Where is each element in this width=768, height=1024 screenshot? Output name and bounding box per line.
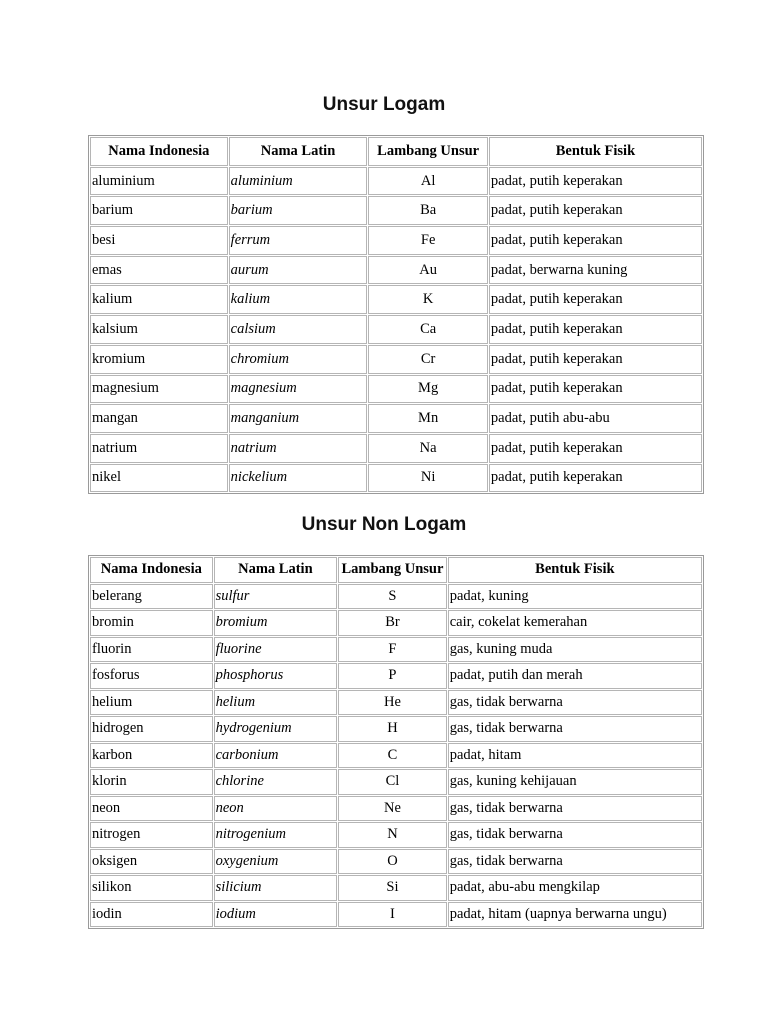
cell-bentuk-fisik: padat, putih keperakan <box>489 226 702 255</box>
table-row <box>90 716 702 742</box>
cell-bentuk-fisik: padat, putih keperakan <box>489 345 702 374</box>
column-header-nama-latin: Nama Latin <box>214 557 338 583</box>
cell-nama-latin: aluminium <box>229 167 368 196</box>
cell-bentuk-fisik: padat, putih keperakan <box>489 315 702 344</box>
column-header-bentuk-fisik: Bentuk Fisik <box>489 137 702 166</box>
table-row <box>90 690 702 716</box>
column-header-lambang-unsur: Lambang Unsur <box>338 557 447 583</box>
cell-bentuk-fisik: gas, tidak berwarna <box>448 796 702 822</box>
cell-nama-latin: sulfur <box>214 584 338 610</box>
cell-bentuk-fisik: padat, putih keperakan <box>489 196 702 225</box>
cell-bentuk-fisik: padat, putih keperakan <box>489 434 702 463</box>
cell-nama-indonesia: fluorin <box>90 637 213 663</box>
cell-nama-indonesia: neon <box>90 796 213 822</box>
cell-nama-indonesia: bromin <box>90 610 213 636</box>
column-header-bentuk-fisik: Bentuk Fisik <box>448 557 702 583</box>
cell-nama-latin: silicium <box>214 875 338 901</box>
cell-nama-indonesia: aluminium <box>90 167 228 196</box>
cell-lambang-unsur: Ni <box>368 464 488 493</box>
cell-bentuk-fisik: cair, cokelat kemerahan <box>448 610 702 636</box>
cell-nama-latin: aurum <box>229 256 368 285</box>
cell-bentuk-fisik: gas, tidak berwarna <box>448 690 702 716</box>
cell-lambang-unsur: N <box>338 822 447 848</box>
cell-bentuk-fisik: padat, berwarna kuning <box>489 256 702 285</box>
table-row <box>90 404 702 433</box>
cell-lambang-unsur: Br <box>338 610 447 636</box>
section-title-logam: Unsur Logam <box>322 94 446 115</box>
cell-bentuk-fisik: padat, putih abu-abu <box>489 404 702 433</box>
cell-lambang-unsur: Mg <box>368 375 488 404</box>
cell-nama-indonesia: besi <box>90 226 228 255</box>
cell-bentuk-fisik: padat, putih keperakan <box>489 464 702 493</box>
table-logam <box>88 135 704 494</box>
cell-nama-indonesia: silikon <box>90 875 213 901</box>
table-row <box>90 434 702 463</box>
cell-nama-indonesia: nitrogen <box>90 822 213 848</box>
cell-bentuk-fisik: padat, hitam (uapnya berwarna ungu) <box>448 902 702 928</box>
cell-nama-latin: barium <box>229 196 368 225</box>
cell-lambang-unsur: C <box>338 743 447 769</box>
cell-lambang-unsur: I <box>338 902 447 928</box>
cell-lambang-unsur: F <box>338 637 447 663</box>
cell-nama-indonesia: nikel <box>90 464 228 493</box>
cell-bentuk-fisik: gas, tidak berwarna <box>448 716 702 742</box>
cell-bentuk-fisik: padat, putih keperakan <box>489 167 702 196</box>
cell-nama-indonesia: magnesium <box>90 375 228 404</box>
column-header-nama-latin: Nama Latin <box>229 137 368 166</box>
cell-nama-latin: manganium <box>229 404 368 433</box>
cell-bentuk-fisik: gas, tidak berwarna <box>448 849 702 875</box>
cell-nama-latin: natrium <box>229 434 368 463</box>
table-header-row <box>90 557 702 583</box>
table-row <box>90 769 702 795</box>
cell-nama-latin: bromium <box>214 610 338 636</box>
table-header-row <box>90 137 702 166</box>
cell-nama-latin: hydrogenium <box>214 716 338 742</box>
cell-bentuk-fisik: padat, putih keperakan <box>489 285 702 314</box>
cell-nama-indonesia: fosforus <box>90 663 213 689</box>
cell-bentuk-fisik: gas, kuning muda <box>448 637 702 663</box>
table-row <box>90 902 702 928</box>
cell-nama-latin: kalium <box>229 285 368 314</box>
cell-nama-indonesia: barium <box>90 196 228 225</box>
column-header-nama-indonesia: Nama Indonesia <box>90 137 228 166</box>
cell-lambang-unsur: Ne <box>338 796 447 822</box>
cell-nama-indonesia: klorin <box>90 769 213 795</box>
table-row <box>90 663 702 689</box>
table-row <box>90 584 702 610</box>
cell-nama-indonesia: kalium <box>90 285 228 314</box>
cell-nama-latin: oxygenium <box>214 849 338 875</box>
table-row <box>90 345 702 374</box>
cell-lambang-unsur: Cl <box>338 769 447 795</box>
cell-lambang-unsur: O <box>338 849 447 875</box>
cell-lambang-unsur: Ca <box>368 315 488 344</box>
table-row <box>90 315 702 344</box>
table-row <box>90 637 702 663</box>
cell-lambang-unsur: K <box>368 285 488 314</box>
cell-lambang-unsur: Ba <box>368 196 488 225</box>
cell-nama-latin: magnesium <box>229 375 368 404</box>
cell-nama-latin: nickelium <box>229 464 368 493</box>
table-row <box>90 743 702 769</box>
cell-lambang-unsur: Na <box>368 434 488 463</box>
table-row <box>90 375 702 404</box>
section-title-non-logam: Unsur Non Logam <box>301 514 467 535</box>
table-row <box>90 256 702 285</box>
cell-nama-indonesia: mangan <box>90 404 228 433</box>
cell-bentuk-fisik: gas, kuning kehijauan <box>448 769 702 795</box>
cell-nama-indonesia: natrium <box>90 434 228 463</box>
table-row <box>90 610 702 636</box>
cell-nama-latin: chlorine <box>214 769 338 795</box>
table-row <box>90 875 702 901</box>
cell-bentuk-fisik: padat, putih dan merah <box>448 663 702 689</box>
table-row <box>90 822 702 848</box>
cell-bentuk-fisik: padat, hitam <box>448 743 702 769</box>
cell-nama-indonesia: kromium <box>90 345 228 374</box>
cell-nama-latin: fluorine <box>214 637 338 663</box>
cell-bentuk-fisik: gas, tidak berwarna <box>448 822 702 848</box>
cell-nama-latin: ferrum <box>229 226 368 255</box>
cell-lambang-unsur: S <box>338 584 447 610</box>
column-header-nama-indonesia: Nama Indonesia <box>90 557 213 583</box>
cell-nama-indonesia: emas <box>90 256 228 285</box>
table-row <box>90 849 702 875</box>
table-row <box>90 796 702 822</box>
cell-bentuk-fisik: padat, putih keperakan <box>489 375 702 404</box>
column-header-lambang-unsur: Lambang Unsur <box>368 137 488 166</box>
cell-lambang-unsur: H <box>338 716 447 742</box>
table-row <box>90 464 702 493</box>
cell-nama-indonesia: kalsium <box>90 315 228 344</box>
cell-bentuk-fisik: padat, kuning <box>448 584 702 610</box>
table-row <box>90 196 702 225</box>
table-row <box>90 285 702 314</box>
cell-lambang-unsur: Cr <box>368 345 488 374</box>
cell-nama-indonesia: karbon <box>90 743 213 769</box>
cell-nama-indonesia: hidrogen <box>90 716 213 742</box>
cell-nama-latin: carbonium <box>214 743 338 769</box>
cell-nama-latin: nitrogenium <box>214 822 338 848</box>
cell-lambang-unsur: Si <box>338 875 447 901</box>
cell-lambang-unsur: Au <box>368 256 488 285</box>
cell-nama-indonesia: belerang <box>90 584 213 610</box>
cell-lambang-unsur: Fe <box>368 226 488 255</box>
table-non-logam <box>88 555 704 929</box>
cell-nama-latin: calsium <box>229 315 368 344</box>
cell-lambang-unsur: Mn <box>368 404 488 433</box>
table-row <box>90 226 702 255</box>
cell-nama-indonesia: iodin <box>90 902 213 928</box>
cell-nama-latin: iodium <box>214 902 338 928</box>
cell-lambang-unsur: P <box>338 663 447 689</box>
cell-lambang-unsur: He <box>338 690 447 716</box>
cell-nama-indonesia: oksigen <box>90 849 213 875</box>
cell-bentuk-fisik: padat, abu-abu mengkilap <box>448 875 702 901</box>
cell-nama-latin: neon <box>214 796 338 822</box>
cell-lambang-unsur: Al <box>368 167 488 196</box>
cell-nama-indonesia: helium <box>90 690 213 716</box>
cell-nama-latin: helium <box>214 690 338 716</box>
cell-nama-latin: chromium <box>229 345 368 374</box>
table-row <box>90 167 702 196</box>
cell-nama-latin: phosphorus <box>214 663 338 689</box>
